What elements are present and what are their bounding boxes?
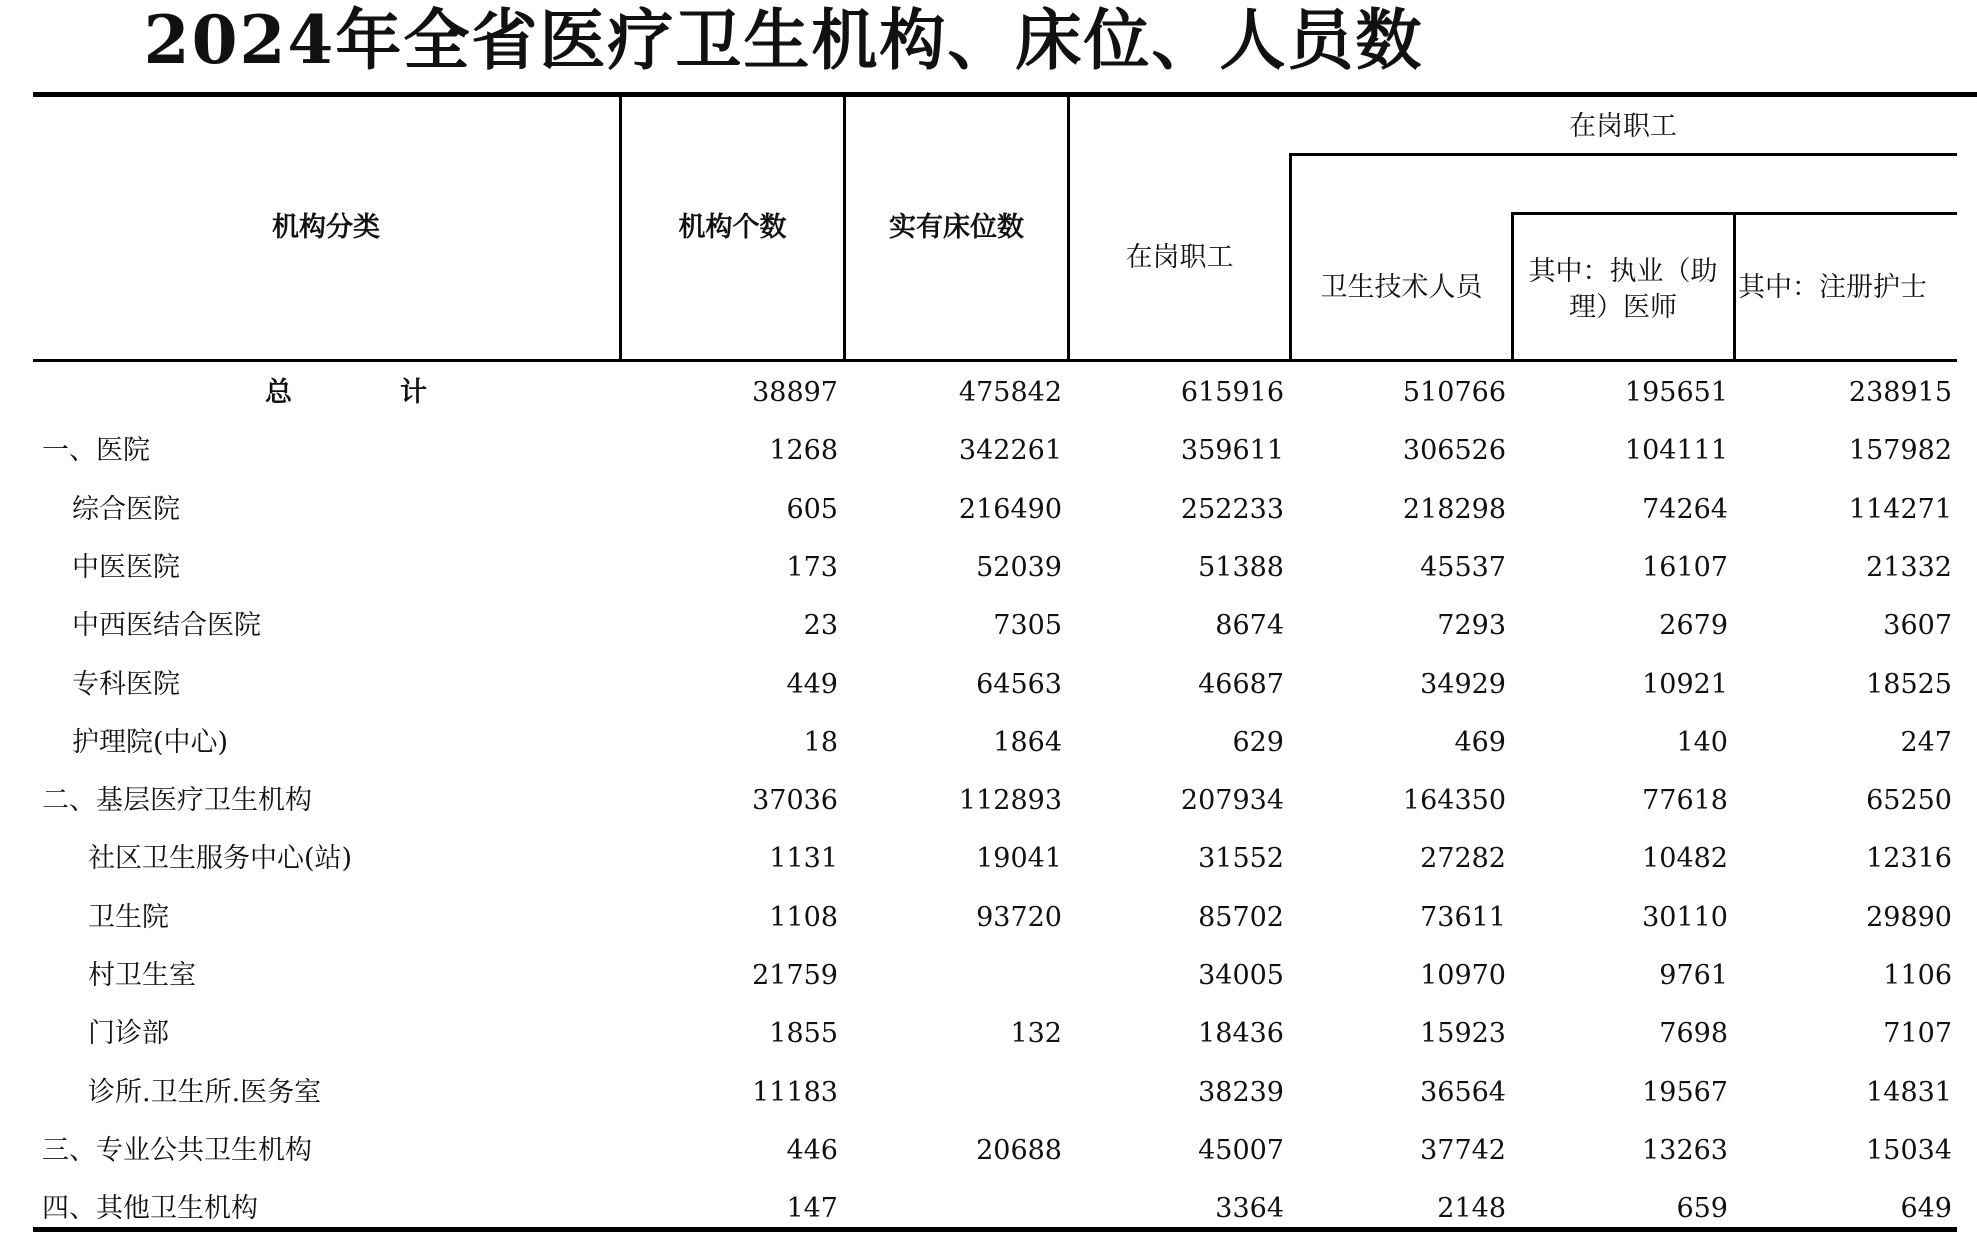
row-value: 114271 — [1848, 493, 1952, 525]
table-row — [0, 1005, 1977, 1063]
table-row — [0, 714, 1977, 772]
row-value: 36564 — [1420, 1076, 1506, 1108]
row-value: 7305 — [993, 610, 1062, 642]
row-value: 1855 — [769, 1018, 838, 1050]
row-label: 一、医院 — [42, 435, 150, 467]
row-value: 20688 — [976, 1134, 1062, 1166]
row-value: 77618 — [1642, 785, 1728, 817]
table-row — [0, 597, 1977, 655]
row-label: 三、专业公共卫生机构 — [42, 1134, 312, 1166]
row-label: 综合医院 — [72, 493, 180, 525]
row-value: 252233 — [1180, 493, 1284, 525]
row-value: 247 — [1900, 726, 1952, 758]
row-value: 37742 — [1420, 1134, 1506, 1166]
row-value: 15923 — [1420, 1018, 1506, 1050]
row-value: 195651 — [1624, 377, 1728, 408]
row-value: 475842 — [958, 377, 1062, 408]
row-value: 359611 — [1180, 435, 1284, 467]
row-value: 38239 — [1198, 1076, 1284, 1108]
header-category: 机构分类 — [272, 212, 380, 243]
row-value: 52039 — [976, 551, 1062, 583]
row-value: 207934 — [1180, 785, 1284, 817]
row-label: 门诊部 — [88, 1018, 169, 1050]
row-value: 7107 — [1883, 1018, 1952, 1050]
row-value: 18525 — [1866, 668, 1952, 700]
header-staff: 在岗职工 — [1125, 242, 1234, 273]
row-value: 93720 — [976, 901, 1062, 933]
row-value: 446 — [786, 1134, 838, 1166]
row-value: 73611 — [1420, 901, 1506, 933]
row-value: 19041 — [976, 843, 1062, 875]
row-value: 34929 — [1420, 668, 1506, 700]
row-value: 605 — [786, 493, 838, 525]
table-row — [0, 772, 1977, 830]
table-top-rule — [33, 92, 1977, 97]
header-institutions: 机构个数 — [678, 212, 787, 243]
row-value: 7698 — [1659, 1018, 1728, 1050]
col-divider-6 — [1733, 213, 1736, 360]
table-row — [0, 656, 1977, 714]
table-row — [0, 481, 1977, 539]
row-value: 19567 — [1642, 1076, 1728, 1108]
row-label: 中西医结合医院 — [72, 610, 261, 642]
row-value: 51388 — [1198, 551, 1284, 583]
row-value: 3607 — [1883, 610, 1952, 642]
row-value: 10482 — [1642, 843, 1728, 875]
row-value: 649 — [1900, 1193, 1952, 1225]
row-value: 1268 — [769, 435, 838, 467]
row-value: 23 — [803, 610, 838, 642]
row-value: 64563 — [976, 668, 1062, 700]
table-row — [0, 422, 1977, 480]
table-row — [0, 364, 1977, 422]
row-label: 社区卫生服务中心(站) — [88, 843, 353, 875]
row-value: 132 — [1010, 1018, 1062, 1050]
row-value: 13263 — [1642, 1134, 1728, 1166]
row-value: 306526 — [1402, 435, 1506, 467]
row-value: 18436 — [1198, 1018, 1284, 1050]
row-value: 2679 — [1659, 610, 1728, 642]
row-value: 10921 — [1642, 668, 1728, 700]
row-label: 专科医院 — [72, 668, 180, 700]
col-divider-5 — [1511, 213, 1514, 360]
row-value: 1106 — [1883, 960, 1952, 991]
table-row — [0, 1122, 1977, 1180]
row-value: 1108 — [769, 901, 838, 933]
row-label: 护理院(中心) — [72, 726, 229, 758]
row-value: 46687 — [1198, 668, 1284, 700]
row-value: 112893 — [958, 785, 1062, 817]
row-label: 中医医院 — [72, 551, 180, 583]
row-value: 9761 — [1659, 960, 1728, 991]
row-label: 总 计 — [265, 377, 445, 408]
row-value: 85702 — [1198, 901, 1284, 933]
row-value: 14831 — [1866, 1076, 1952, 1108]
row-value: 2148 — [1437, 1193, 1506, 1225]
title-text: 2024年全省医疗卫生机构、床位、人员数 — [143, 1, 1424, 79]
row-value: 629 — [1232, 726, 1284, 758]
page-title — [0, 2, 1977, 78]
table-row — [0, 830, 1977, 888]
table-row — [0, 539, 1977, 597]
row-label: 四、其他卫生机构 — [42, 1193, 258, 1225]
row-label: 村卫生室 — [88, 960, 196, 991]
row-value: 469 — [1454, 726, 1506, 758]
row-value: 1131 — [769, 843, 838, 875]
row-value: 10970 — [1420, 960, 1506, 991]
row-value: 45007 — [1198, 1134, 1284, 1166]
row-value: 7293 — [1437, 610, 1506, 642]
header-beds: 实有床位数 — [889, 212, 1024, 243]
row-value: 16107 — [1642, 551, 1728, 583]
row-label: 二、基层医疗卫生机构 — [42, 785, 312, 817]
row-value: 342261 — [958, 435, 1062, 467]
row-value: 65250 — [1866, 785, 1952, 817]
header-health-tech: 卫生技术人员 — [1320, 272, 1483, 303]
row-value: 18 — [803, 726, 838, 758]
col-divider-4 — [1289, 154, 1292, 360]
row-value: 37036 — [752, 785, 838, 817]
table-row — [0, 1064, 1977, 1122]
table-row — [0, 947, 1977, 1005]
row-value: 11183 — [752, 1076, 838, 1108]
row-value: 74264 — [1642, 493, 1728, 525]
row-value: 27282 — [1420, 843, 1506, 875]
row-value: 216490 — [958, 493, 1062, 525]
row-value: 15034 — [1866, 1134, 1952, 1166]
row-value: 21759 — [752, 960, 838, 991]
row-value: 510766 — [1402, 377, 1506, 408]
row-value: 3364 — [1215, 1193, 1284, 1225]
row-value: 45537 — [1420, 551, 1506, 583]
row-value: 12316 — [1866, 843, 1952, 875]
row-value: 615916 — [1180, 377, 1284, 408]
row-value: 1864 — [993, 726, 1062, 758]
row-value: 140 — [1676, 726, 1728, 758]
col-divider-3 — [1067, 97, 1070, 360]
row-value: 173 — [786, 551, 838, 583]
table-row — [0, 1180, 1977, 1238]
staff-group-rule — [1289, 153, 1957, 156]
header-staff-group: 在岗职工 — [1569, 111, 1677, 142]
row-value: 218298 — [1402, 493, 1506, 525]
row-value: 38897 — [752, 377, 838, 408]
header-bottom-rule — [33, 359, 1957, 362]
header-doctors: 其中：执业（助理）医师 — [1528, 256, 1718, 323]
row-value: 157982 — [1848, 435, 1952, 467]
row-value: 147 — [786, 1193, 838, 1225]
row-value: 34005 — [1198, 960, 1284, 991]
row-label: 卫生院 — [88, 901, 169, 933]
header-nurses: 其中：注册护士 — [1738, 272, 1927, 303]
table-row — [0, 889, 1977, 947]
row-value: 659 — [1676, 1193, 1728, 1225]
row-value: 238915 — [1848, 377, 1952, 408]
row-value: 29890 — [1866, 901, 1952, 933]
row-value: 31552 — [1198, 843, 1284, 875]
row-value: 8674 — [1215, 610, 1284, 642]
row-label: 诊所.卫生所.医务室 — [88, 1076, 322, 1108]
row-value: 21332 — [1866, 551, 1952, 583]
row-value: 449 — [786, 668, 838, 700]
row-value: 164350 — [1402, 785, 1506, 817]
row-value: 30110 — [1642, 901, 1728, 933]
row-value: 104111 — [1624, 435, 1728, 467]
